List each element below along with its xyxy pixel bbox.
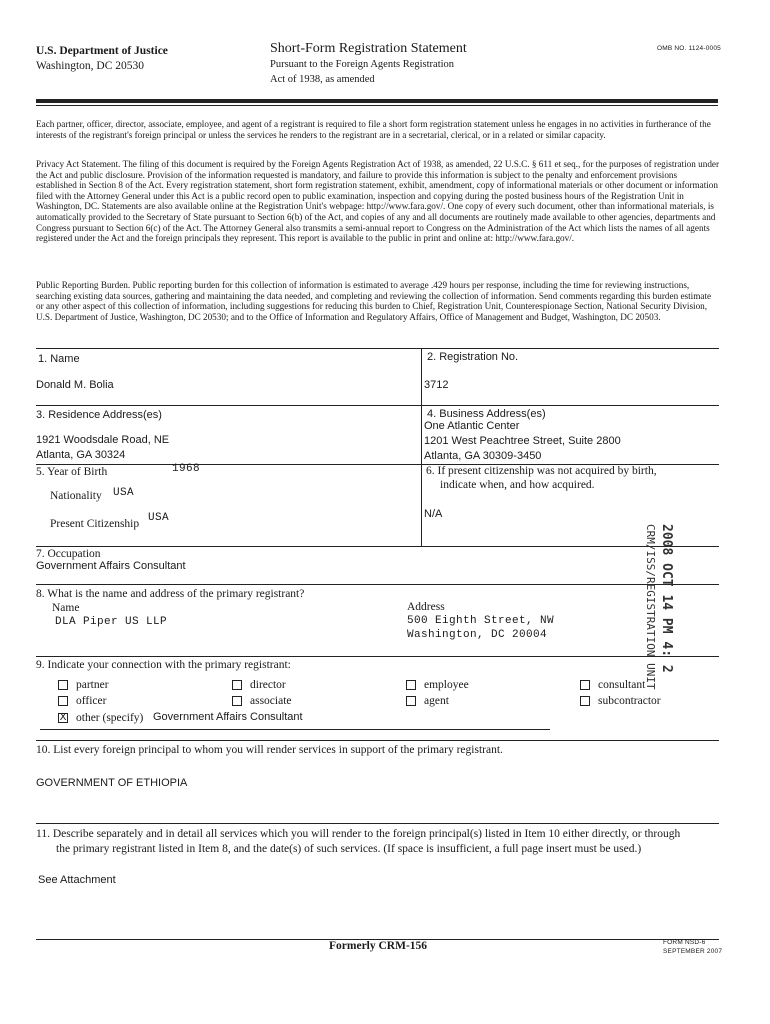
stamp-unit: CRM/ISS/REGISTRATION UNIT — [644, 524, 657, 690]
department-city: Washington, DC 20530 — [36, 60, 145, 72]
director-checkbox[interactable] — [232, 680, 242, 690]
row-rule-8 — [36, 823, 719, 824]
primary-registrant-address-line-1: 500 Eighth Street, NW — [407, 615, 555, 627]
department-name: U.S. Department of Justice — [36, 45, 168, 57]
present-citizenship-label: Present Citizenship — [50, 518, 140, 530]
public-reporting-burden: Public Reporting Burden. Public reporting burden for this collection of information is estimated to average .429 hours per response, including the time for reviewing instructions, searching existing data sources, gathering and maintaining the data needed, and completing and reviewing the collection of information. Send comments regarding this burden estimate or any other aspect of this collection of information, including suggestions for reducing this burden to Chief, Registration Unit, Counterespionage Section, National Security Division, U.S. Department of Justice, Washington, DC 20530; and to the Office of Information and Regulatory Affairs, Office of Management and Budget, Washington, DC 20503. — [36, 280, 712, 322]
residence-address-label: 3. Residence Address(es) — [36, 409, 162, 421]
subcontractor-label: subcontractor — [598, 695, 661, 707]
residence-address-line-2: Atlanta, GA 30324 — [36, 449, 126, 461]
form-column-divider — [421, 348, 422, 546]
other-specify-rule — [40, 729, 550, 730]
received-stamp — [624, 524, 674, 690]
officer-checkbox[interactable] — [58, 696, 68, 706]
header-rule-thick — [36, 99, 718, 103]
present-citizenship-value: USA — [148, 512, 170, 524]
registration-number-label: 2. Registration No. — [427, 351, 519, 363]
primary-registrant-name-value: DLA Piper US LLP — [55, 616, 168, 628]
stamp-date: 2008 OCT 14 PM 4: 2 — [659, 524, 674, 673]
nationality-value: USA — [113, 487, 135, 499]
row-rule-7 — [36, 740, 719, 741]
intro-paragraph: Each partner, officer, director, associate, employee, and agent of a registrant is required to file a short form registration statement unless he engages in no activities in furtherance of the interests of the registrant's foreign principal or unless the services he renders to the registrant are in a secretarial, clerical, or in a related or similar capacity. — [36, 119, 711, 140]
officer-label: officer — [76, 695, 107, 707]
associate-checkbox[interactable] — [232, 696, 242, 706]
form-title: Short-Form Registration Statement — [270, 41, 467, 56]
services-question-line-1: 11. Describe separately and in detail all services which you will render to the foreign principal(s) listed in Item 10 either directly, or through — [36, 828, 681, 840]
name-label: 1. Name — [38, 353, 80, 365]
business-address-line-3: Atlanta, GA 30309-3450 — [424, 450, 542, 462]
other-specify-label: other (specify) — [76, 712, 144, 724]
services-question-line-2: the primary registrant listed in Item 8, and the date(s) of such services. (If space is insufficient, a full page insert must be used.) — [56, 843, 642, 855]
primary-registrant-address-label: Address — [407, 601, 445, 613]
citizenship-acquired-value: N/A — [424, 508, 443, 520]
other-specify-value: Government Affairs Consultant — [153, 711, 303, 723]
foreign-principal-question: 10. List every foreign principal to whom you will render services in support of the primary registrant. — [36, 744, 503, 756]
formerly-label: Formerly CRM-156 — [329, 940, 428, 952]
partner-label: partner — [76, 679, 109, 691]
services-value: See Attachment — [38, 874, 116, 886]
primary-registrant-address-line-2: Washington, DC 20004 — [407, 629, 548, 641]
omb-number: OMB NO. 1124-0005 — [657, 45, 721, 52]
row-rule-2 — [36, 405, 719, 406]
consultant-checkbox[interactable] — [580, 680, 590, 690]
connection-question: 9. Indicate your connection with the primary registrant: — [36, 659, 291, 671]
associate-label: associate — [250, 695, 292, 707]
consultant-label: consultant — [598, 679, 646, 691]
primary-registrant-question: 8. What is the name and address of the primary registrant? — [36, 588, 305, 600]
name-value: Donald M. Bolia — [36, 379, 114, 391]
row-rule-6 — [36, 656, 719, 657]
business-address-label: 4. Business Address(es) — [427, 408, 546, 420]
employee-label: employee — [424, 679, 469, 691]
foreign-principal-value: GOVERNMENT OF ETHIOPIA — [36, 777, 188, 789]
form-subtitle-2: Act of 1938, as amended — [270, 74, 375, 85]
form-subtitle-1: Pursuant to the Foreign Agents Registration — [270, 59, 455, 70]
form-top-rule — [36, 348, 719, 349]
business-address-line-1: One Atlantic Center — [424, 420, 520, 432]
director-label: director — [250, 679, 286, 691]
subcontractor-checkbox[interactable] — [580, 696, 590, 706]
agent-checkbox[interactable] — [406, 696, 416, 706]
citizenship-acquired-label-2: indicate when, and how acquired. — [440, 479, 595, 491]
privacy-act-statement: Privacy Act Statement. The filing of this document is required by the Foreign Agents Registration Act of 1938, as amended, 22 U.S.C. § 611 et seq., for the purposes of registration under the Act and public disclosure. Provision of the information requested is mandatory, and failure to provide this information is subject to the penalty and enforcement provisions established in Section 8 of the Act. Every registration statement, short form registration statement, exhibit, amendment, copy of informational materials or other document or information filed with the Attorney General under this Act is a public record open to public examination, inspection and copying during the posted business hours of the Registration Unit in Washington, DC. Statements are also available online at the Registration Unit's webpage: http://www.fara.gov/. One copy of every such document, other than informational materials, is automatically provided to the Secretary of State pursuant to Section 6(b) of the Act, and copies of any and all documents are routinely made available to other agencies, departments and Congress pursuant to Section 6(c) of the Act. The Attorney General also transmits a semi-annual report to Congress on the Administration of the Act which lists the names of all agents registered under the Act and the foreign principals they represent. This report is available to the public in print and online at: http://www.fara.gov/. — [36, 159, 720, 244]
other-specify-checkbox[interactable]: X — [59, 712, 67, 723]
citizenship-acquired-label-1: 6. If present citizenship was not acquired by birth, — [426, 465, 657, 477]
row-rule-5 — [36, 584, 719, 585]
agent-label: agent — [424, 695, 449, 707]
partner-checkbox[interactable] — [58, 680, 68, 690]
business-address-line-2: 1201 West Peachtree Street, Suite 2800 — [424, 435, 621, 447]
occupation-value: Government Affairs Consultant — [36, 560, 186, 572]
primary-registrant-name-label: Name — [52, 602, 80, 614]
residence-address-line-1: 1921 Woodsdale Road, NE — [36, 434, 170, 446]
registration-number-value: 3712 — [424, 379, 449, 391]
year-of-birth-value: 1968 — [172, 463, 201, 475]
year-of-birth-label: 5. Year of Birth — [36, 466, 108, 478]
employee-checkbox[interactable] — [406, 680, 416, 690]
form-number: FORM NSD-6 — [663, 939, 706, 946]
nationality-label: Nationality — [50, 490, 102, 502]
header-rule-thin — [36, 105, 718, 106]
form-date: SEPTEMBER 2007 — [663, 948, 723, 955]
row-rule-4 — [36, 546, 719, 547]
occupation-label: 7. Occupation — [36, 548, 101, 560]
